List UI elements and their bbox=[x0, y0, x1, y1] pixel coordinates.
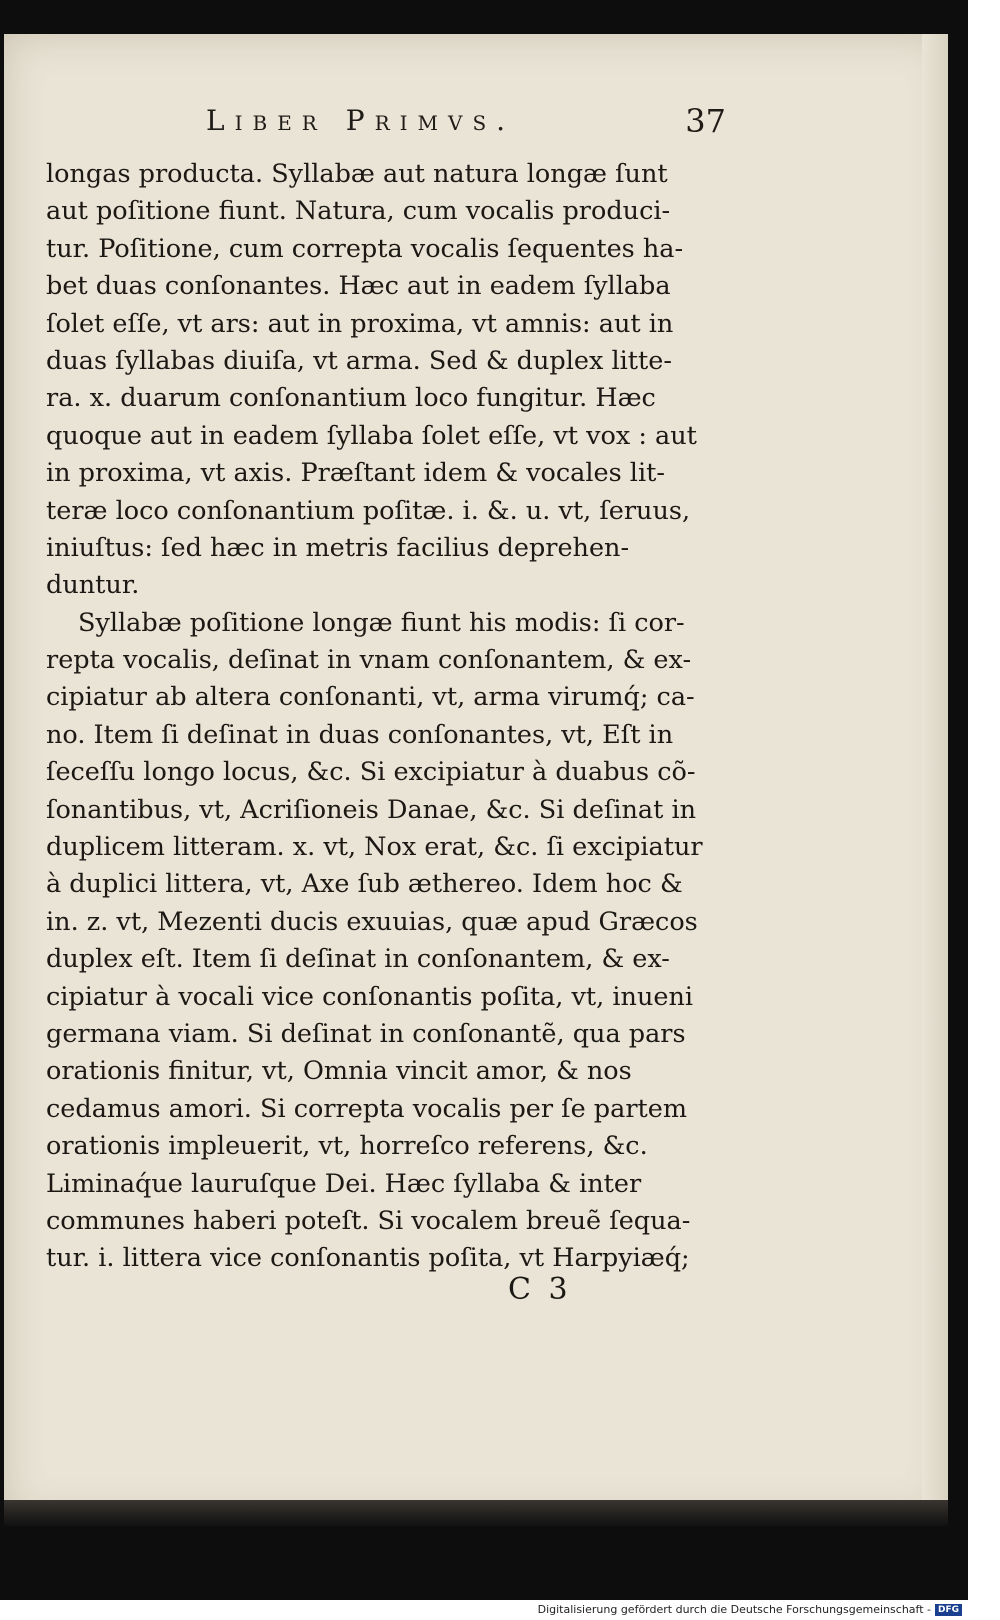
page-number: 37 bbox=[685, 102, 726, 140]
digitization-credit bbox=[538, 1603, 962, 1616]
text-line: cedamus amori. Si correpta vocalis per ſe partem bbox=[46, 1093, 688, 1124]
text-line: orationis impleuerit, vt, horreſco referens, &c. bbox=[46, 1131, 648, 1162]
text-line: tur. i. littera vice conſonantis poſita, vt Harpyiæq́; bbox=[46, 1243, 690, 1274]
text-line: teræ loco conſonantium poſitæ. i. &. u. vt, ſeruus, bbox=[46, 495, 691, 526]
text-line: ſolet eſſe, vt ars: aut in proxima, vt amnis: aut in bbox=[46, 308, 674, 339]
signature-mark: C 3 bbox=[508, 1272, 572, 1307]
text-line: à duplici littera, vt, Axe ſub æthereo. Idem hoc & bbox=[46, 869, 683, 900]
text-line: longas producta. Syllabæ aut natura longæ ſunt bbox=[46, 159, 668, 189]
text-line: orationis finitur, vt, Omnia vincit amor, & nos bbox=[46, 1056, 632, 1087]
text-line-paragraph-start: Syllabæ poſitione longæ fiunt his modis: ſi cor- bbox=[78, 607, 685, 638]
text-line: ſonantibus, vt, Acriſioneis Danae, &c. Si deſinat in bbox=[46, 794, 697, 825]
text-line: duplex eſt. Item ſi deſinat in conſonantem, & ex- bbox=[46, 944, 670, 975]
text-line: bet duas conſonantes. Hæc aut in eadem ſyllaba bbox=[46, 271, 671, 302]
credit-text: Digitalisierung gefördert durch die Deutsche Forschungsgemeinschaft - bbox=[537, 1603, 931, 1616]
text-line: repta vocalis, deſinat in vnam conſonantem, & ex- bbox=[46, 645, 692, 676]
text-line: in. z. vt, Mezenti ducis exuuias, quæ apud Græcos bbox=[46, 906, 698, 937]
text-line: communes haberi poteſt. Si vocalem breuẽ ſequa- bbox=[46, 1205, 691, 1236]
text-line: in proxima, vt axis. Præſtant idem & vocales lit- bbox=[46, 458, 665, 489]
text-line: no. Item ſi deſinat in duas conſonantes, vt, Eſt in bbox=[46, 719, 674, 750]
text-line: duntur. bbox=[46, 570, 140, 601]
dfg-logo: DFG bbox=[935, 1604, 962, 1616]
text-line: iniuſtus: ſed hæc in metris facilius deprehen- bbox=[46, 532, 630, 563]
text-line: cipiatur ab altera conſonanti, vt, arma virumq́; ca- bbox=[46, 682, 695, 713]
text-line: duas ſyllabas diuiſa, vt arma. Sed & duplex litte- bbox=[46, 345, 672, 376]
text-line: Liminaq́ue lauruſque Dei. Hæc ſyllaba & inter bbox=[46, 1168, 642, 1199]
text-line: quoque aut in eadem ſyllaba ſolet eſſe, vt vox : aut bbox=[46, 420, 697, 451]
text-line: cipiatur à vocali vice conſonantis poſita, vt, inueni bbox=[46, 981, 694, 1012]
text-line: duplicem litteram. x. vt, Nox erat, &c. ſi excipiatur bbox=[46, 832, 703, 863]
text-line: germana viam. Si deſinat in conſonantẽ, qua pars bbox=[46, 1018, 686, 1049]
text-line: ra. x. duarum conſonantium loco fungitur. Hæc bbox=[46, 383, 656, 414]
text-line: tur. Poſitione, cum correpta vocalis ſequentes ha- bbox=[46, 233, 684, 264]
running-title: Liber Primvs. bbox=[206, 104, 516, 137]
page-edge-shadow bbox=[922, 34, 948, 1518]
body-text bbox=[46, 156, 726, 1278]
text-line: ſeceſſu longo locus, &c. Si excipiatur à duabus cõ- bbox=[46, 757, 696, 788]
page-header bbox=[46, 98, 726, 148]
text-line: aut poſitione fiunt. Natura, cum vocalis produci- bbox=[46, 196, 671, 227]
binding-shadow bbox=[4, 1500, 948, 1526]
